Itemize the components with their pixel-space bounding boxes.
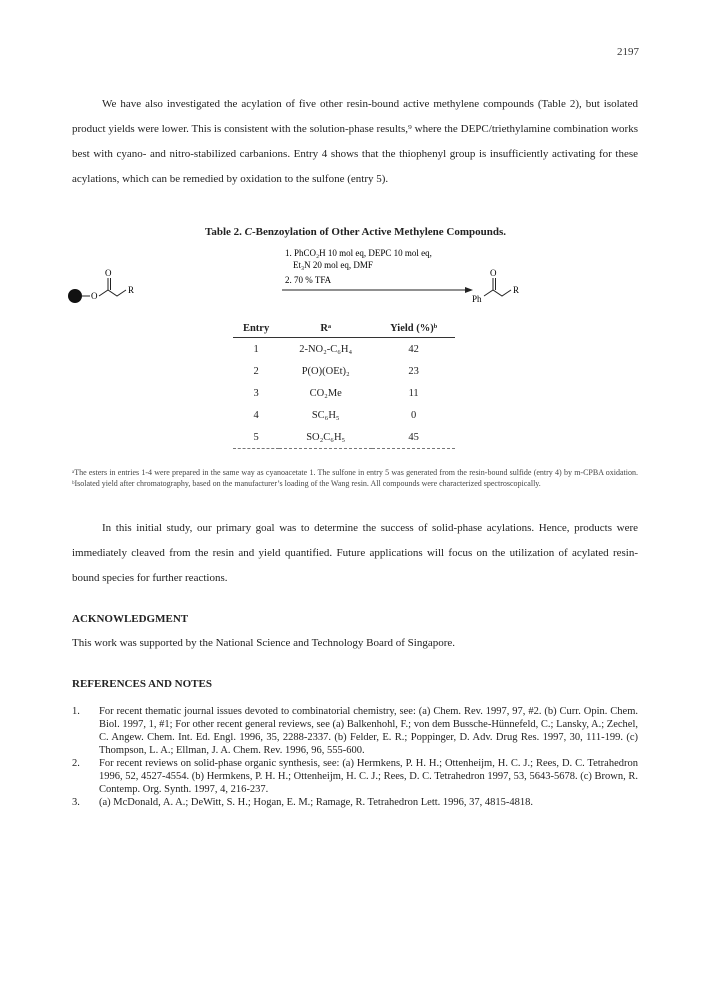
header-yield: Yield (%)ᵇ [372, 318, 455, 338]
reference-number: 3. [72, 797, 80, 808]
conditions-line-3: 2. 70 % TFA [285, 275, 332, 285]
page-number: 2197 [617, 46, 639, 58]
product-carbonyl-oxygen: O [490, 268, 497, 278]
reference-text: For recent thematic journal issues devoted to combinatorial chemistry, see: (a) Chem. Rev. 1997, 97, #2. (b) Curr. Opin. Chem. Biol. 1997, 1, #1; For other recent general reviews, see (a) Balkenhohl, F.; von dem Bussche-Hünnefeld, C.; Lansky, A.; Zechel, C. Angew. Chem. Int. Ed. Engl. 1996, 35, 2288-2337. (b) Felder, E. R.; Poppinger, D. Adv. Drug Res. 1997, 30, 111-199. (c) Thompson, L. A.; Ellman, J. A. Chem. Rev. 1996, 96, 555-600. [99, 706, 638, 756]
cell-entry: 5 [233, 426, 279, 449]
cell-r: SO₂C₆H₅ [279, 426, 372, 449]
reference-text: For recent reviews on solid-phase organic synthesis, see: (a) Hermkens, P. H. H.; Ottenheijm, H. C. J.; Rees, D. C. Tetrahedron 1996, 52, 4527-4554. (b) Hermkens, P. H. H.; Ottenheijm, H. C. J.; Rees, D. C. Tetrahedron 1997, 53, 5643-5678. (c) Brown, R. Contemp. Org. Synth. 1997, 4, 216-237. [99, 758, 638, 795]
table-row [233, 382, 455, 404]
acknowledgment-heading: ACKNOWLEDGMENT [72, 613, 189, 625]
body-paragraph-2 [72, 516, 638, 591]
reactant-backbone [99, 290, 126, 296]
conditions-line-2: Et₃N 20 mol eq, DMF [293, 260, 373, 270]
cell-yield: 0 [411, 409, 417, 421]
reaction-scheme [60, 246, 660, 316]
cell-yield: 23 [408, 365, 419, 377]
product-r-group: R [513, 285, 520, 295]
cell-yield: 42 [408, 343, 419, 355]
table-title-prefix: Table 2. [205, 226, 242, 238]
cell-yield: 11 [408, 387, 419, 399]
table-row [233, 426, 455, 449]
reference-number: 2. [72, 758, 80, 769]
reactant-carbonyl-oxygen: O [105, 268, 112, 278]
resin-bead [68, 289, 82, 303]
reactant-r-group: R [128, 285, 135, 295]
results-table-header-row [233, 318, 455, 338]
table-row [233, 404, 455, 426]
table-title-italic: C [244, 226, 252, 238]
cell-r: SC₆H₅ [311, 409, 340, 421]
header-entry: Entry [233, 318, 279, 338]
header-r: Rᵃ [279, 318, 372, 338]
table-footnote: ᵃThe esters in entries 1-4 were prepared in the same way as cyanoacetate 1. The sulfone in entry 5 was generated from the resin-bound sulfide (entry 4) by m-CPBA oxidation. ᵇIsolated yield after chromatography, based on the manufacturer’s loading of the Wang resin. All compounds were characterized spectroscopically. [72, 468, 638, 488]
list-item [72, 796, 638, 809]
reference-text: (a) McDonald, A. A.; DeWitt, S. H.; Hogan, E. M.; Ramage, R. Tetrahedron Lett. 1996, 37, 4815-4818. [99, 797, 534, 808]
table-title [0, 226, 711, 238]
cell-entry: 3 [253, 387, 259, 399]
list-item [72, 705, 638, 757]
cell-entry: 2 [253, 365, 259, 377]
conditions-line-1: 1. PhCO₂H 10 mol eq, DEPC 10 mol eq, [285, 248, 432, 258]
acknowledgment-text: This work was supported by the National Science and Technology Board of Singapore. [72, 637, 456, 649]
cell-r: 2-NO₂-C₆H₄ [299, 343, 353, 355]
product-phenyl: Ph [472, 294, 482, 304]
list-item [72, 757, 638, 796]
body-paragraph-1 [72, 92, 638, 192]
table-title-rest: -Benzoylation of Other Active Methylene Compounds. [251, 226, 506, 238]
product-backbone [484, 290, 511, 296]
reaction-arrowhead [465, 287, 473, 293]
cell-entry: 4 [253, 409, 259, 421]
results-table [233, 318, 455, 449]
cell-yield: 45 [372, 426, 455, 449]
references-heading: REFERENCES AND NOTES [72, 678, 212, 690]
table-row [233, 360, 455, 382]
table-row [233, 338, 455, 361]
body-paragraph-2-text: In this initial study, our primary goal was to determine the success of solid-phase acylations. Hence, products were immediately cleaved from the resin and yield quantified. Future applications will focus on the utilization of acylated resin-bound species for further reactions. [72, 522, 638, 584]
cell-r: P(O)(OEt)₂ [301, 365, 350, 377]
resin-oxygen: O [91, 291, 98, 301]
reference-number: 1. [72, 706, 80, 717]
body-paragraph-1-text: We have also investigated the acylation of five other resin-bound active methylene compounds (Table 2), but isolated product yields were lower. This is consistent with the solution-phase results,⁹ where the DEPC/triethylamine combination works best with cyano- and nitro-stabilized carbanions. Entry 4 shows that the thiophenyl group is insufficiently activating for these acylations, which can be remedied by oxidation to the sulfone (entry 5). [72, 98, 638, 185]
references-list [72, 705, 638, 809]
cell-entry: 1 [253, 343, 259, 355]
cell-r: CO₂Me [309, 387, 342, 399]
